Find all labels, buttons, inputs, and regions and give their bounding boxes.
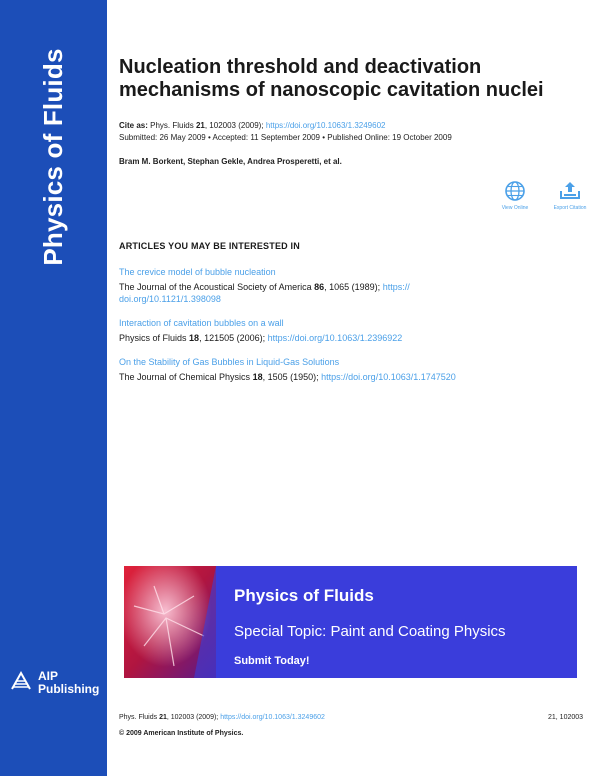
footer-journal: Phys. Fluids — [119, 714, 158, 721]
author-list[interactable]: Bram M. Borkent, Stephan Gekle, Andrea Prosperetti, et al. — [119, 157, 342, 166]
cite-rest: , 102003 (2009); — [204, 121, 264, 130]
related-article — [119, 267, 489, 305]
related-article-source — [119, 281, 489, 305]
related-article-doi-link-cont[interactable]: doi.org/10.1121/1.398098 — [119, 294, 221, 304]
related-article-doi-link[interactable]: https://doi.org/10.1063/1.1747520 — [321, 372, 456, 382]
export-citation-label: Export Citation — [553, 205, 587, 211]
journal-name-vertical: Physics of Fluids — [38, 48, 68, 266]
related-article-volume: 18 — [189, 333, 200, 343]
related-article-volume: 18 — [252, 372, 263, 382]
cite-journal: Phys. Fluids — [150, 121, 194, 130]
related-article-journal: The Journal of Chemical Physics — [119, 372, 251, 382]
publisher-name-line1: AIP — [38, 669, 59, 683]
related-article-doi-link[interactable]: https:// — [382, 282, 410, 292]
related-article-rest: , 1505 (1950); — [262, 372, 319, 382]
article-title: Nucleation threshold and deactivation mechanisms of nanoscopic cavitation nuclei — [119, 56, 544, 101]
aip-logo-icon — [10, 670, 32, 692]
related-article-title[interactable]: The crevice model of bubble nucleation — [119, 267, 276, 277]
banner-submit-link[interactable]: Submit Today! — [234, 655, 310, 667]
footer-volume: 21 — [159, 714, 167, 721]
related-article-journal: Physics of Fluids — [119, 333, 187, 343]
related-article-rest: , 121505 (2006); — [199, 333, 266, 343]
export-icon — [558, 180, 582, 202]
view-online-label: View Online — [501, 205, 529, 211]
related-article-title[interactable]: Interaction of cavitation bubbles on a wall — [119, 318, 284, 328]
publication-dates: Submitted: 26 May 2009 • Accepted: 11 September 2009 • Published Online: 19 October 2009 — [119, 133, 452, 142]
citation-line — [119, 121, 385, 131]
related-article-doi-link[interactable]: https://doi.org/10.1063/1.2396922 — [267, 333, 403, 343]
footer-doi-link[interactable]: https://doi.org/10.1063/1.3249602 — [220, 714, 325, 721]
related-article-source — [119, 332, 489, 344]
footer-citation — [119, 713, 325, 722]
cite-volume: 21 — [195, 121, 205, 130]
related-article — [119, 318, 489, 344]
footer-copyright: © 2009 American Institute of Physics. — [119, 730, 244, 737]
footer-page-ref: 21, 102003 — [548, 714, 584, 721]
related-article-journal: The Journal of the Acoustical Society of America — [119, 282, 312, 292]
cite-doi-link[interactable]: https://doi.org/10.1063/1.3249602 — [265, 121, 386, 130]
banner-topic: Special Topic: Paint and Coating Physics — [234, 623, 506, 640]
view-online-button[interactable] — [485, 180, 545, 211]
export-citation-button[interactable] — [540, 180, 600, 211]
banner-journal-name: Physics of Fluids — [234, 586, 374, 605]
related-articles-heading: ARTICLES YOU MAY BE INTERESTED IN — [119, 241, 300, 251]
related-article — [119, 357, 489, 383]
related-article-title[interactable]: On the Stability of Gas Bubbles in Liquid-Gas Solutions — [119, 357, 340, 367]
journal-sidebar — [0, 0, 107, 776]
banner-image — [124, 566, 216, 678]
publisher-name-line2: Publishing — [38, 682, 100, 696]
related-article-source — [119, 371, 489, 383]
related-article-rest: , 1065 (1989); — [324, 282, 381, 292]
footer-cite-rest: , 102003 (2009); — [166, 714, 219, 721]
cite-label: Cite as: — [119, 121, 148, 130]
globe-icon — [504, 180, 526, 202]
special-topic-banner[interactable] — [124, 566, 577, 678]
related-article-volume: 86 — [314, 282, 325, 292]
